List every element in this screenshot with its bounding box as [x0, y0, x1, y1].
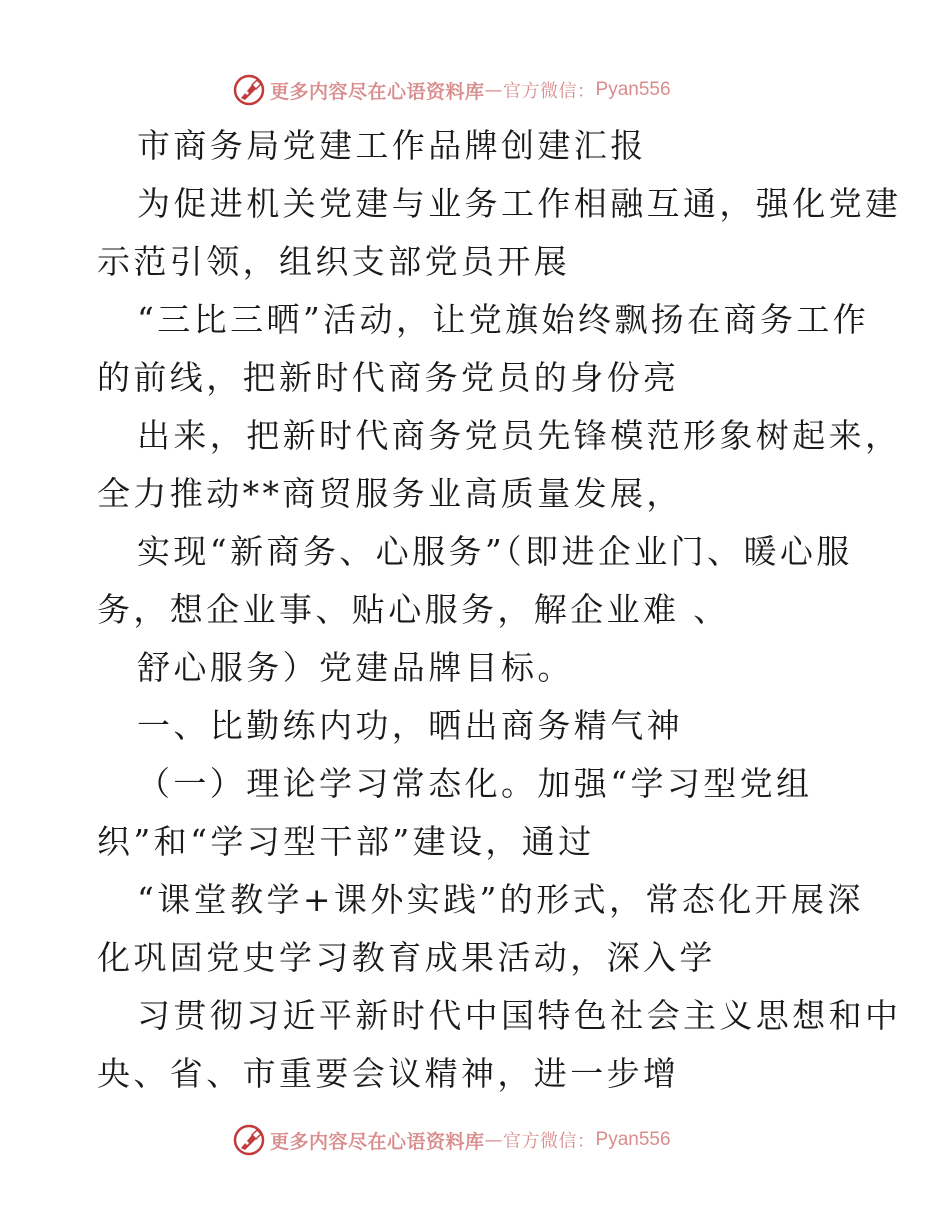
text-line: 织”和“学习型干部”建设，通过: [97, 822, 595, 861]
text-line: “课堂教学+课外实践”的形式，常态化开展深: [137, 880, 864, 919]
subsection-line: （一）理论学习常态化。加强“学习型党组: [137, 764, 813, 803]
text-line: 出来，把新时代商务党员先锋模范形象树起来，: [137, 416, 902, 455]
pen-nib-logo-icon: [232, 1123, 266, 1157]
banner-wechat-id: Pyan556: [595, 79, 671, 100]
banner-main-text: 更多内容尽在心语资料库: [270, 1130, 485, 1153]
text-line: 的前线，把新时代商务党员的身份亮: [97, 358, 680, 397]
text-line: 务，想企业事、贴心服务，解企业难 、: [97, 590, 730, 629]
banner-wechat-label: 官方微信：: [503, 81, 596, 102]
banner-wechat-id: Pyan556: [595, 1129, 671, 1150]
section-heading: 一、比勤练内功，晒出商务精气神: [137, 706, 683, 745]
banner-dash: —: [484, 79, 504, 101]
text-line: 化巩固党史学习教育成果活动，深入学: [97, 938, 716, 977]
text-line: 央、省、市重要会议精神，进一步增: [97, 1054, 680, 1093]
document-title: 市商务局党建工作品牌创建汇报: [137, 126, 647, 165]
text-line: “三比三晒”活动，让党旗始终飘扬在商务工作: [137, 300, 870, 339]
text-line: 示范引领，组织支部党员开展: [97, 242, 571, 281]
banner-main-text: 更多内容尽在心语资料库: [270, 80, 485, 103]
text-line: 舒心服务）党建品牌目标。: [137, 648, 574, 687]
text-line: 实现“新商务、心服务”（即进企业门、暖心服: [137, 532, 853, 571]
banner-dash: —: [484, 1129, 504, 1151]
banner-wechat-label: 官方微信：: [503, 1131, 596, 1152]
pen-nib-logo-icon: [232, 73, 266, 107]
text-line: 习贯彻习近平新时代中国特色社会主义思想和中: [137, 996, 902, 1035]
text-line: 为促进机关党建与业务工作相融互通，强化党建: [137, 184, 902, 223]
header-watermark-banner: [232, 72, 712, 108]
text-line: 全力推动**商贸服务业高质量发展，: [97, 474, 683, 513]
footer-watermark-banner: [232, 1122, 712, 1158]
